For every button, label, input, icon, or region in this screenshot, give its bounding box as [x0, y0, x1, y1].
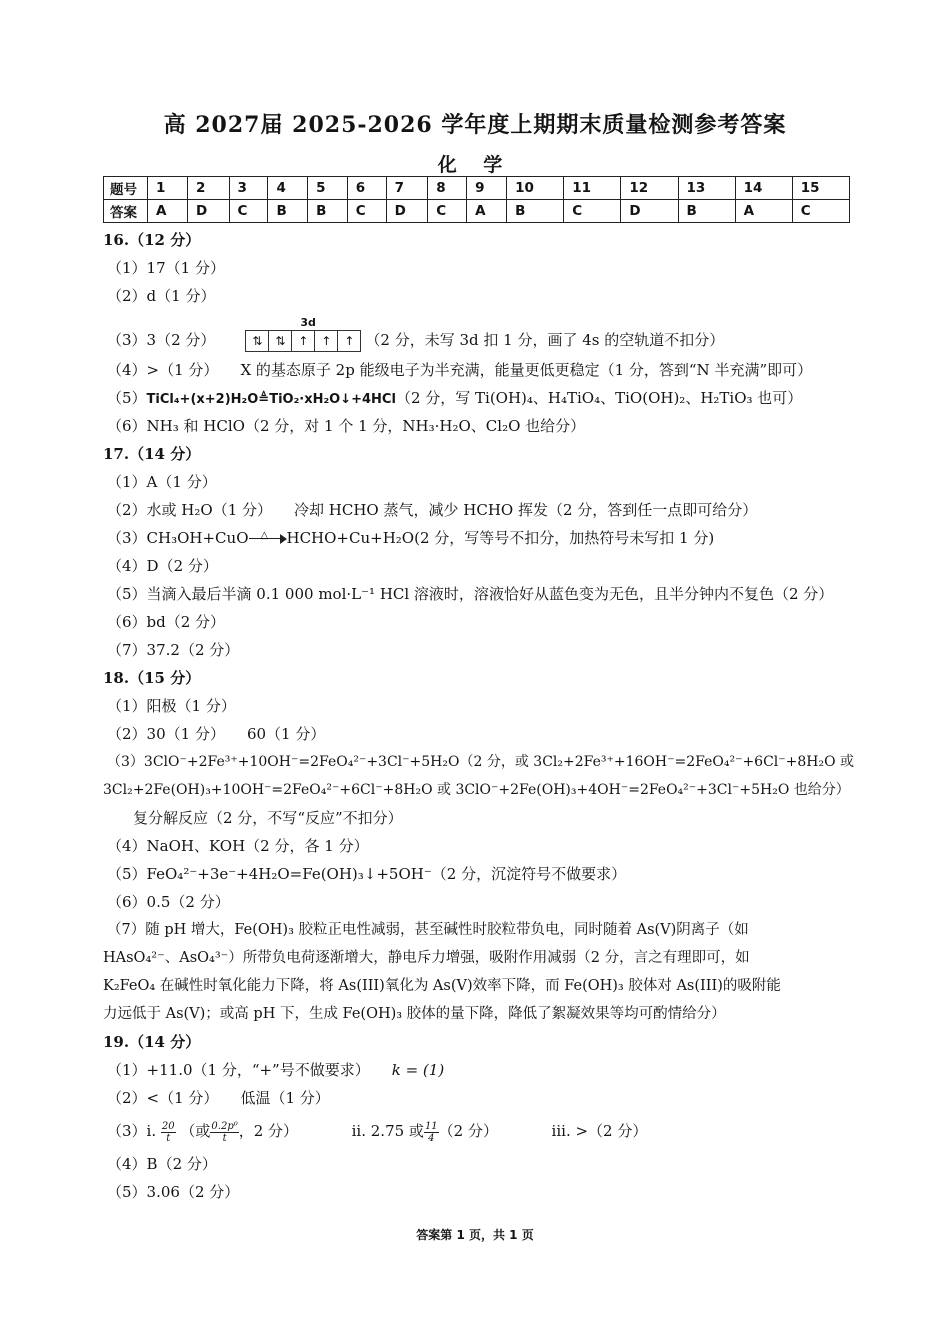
- q17-equation-left: （3）CH₃OH+CuO: [107, 529, 249, 547]
- q18-part-1: （1）阳极（1 分）: [107, 697, 236, 715]
- orbital-box: ⇅: [246, 331, 269, 351]
- q19-part-3-ii-score: （2 分）: [438, 1122, 498, 1140]
- subject-title: 化 学: [437, 154, 513, 176]
- q18-part-3-line-1: （3）3ClO⁻+2Fe³⁺+10OH⁻=2FeO₄²⁻+3Cl⁻+5H₂O（2 分，或 3Cl₂+2Fe³⁺+16OH⁻=2FeO₄²⁻+6Cl⁻+8H₂O 或: [107, 754, 855, 770]
- q17-part-7: （7）37.2（2 分）: [107, 641, 240, 659]
- q16-part-4-reason: X 的基态原子 2p 能级电子为半充满，能量更低更稳定（1 分，答到“N 半充满”即可）: [240, 361, 813, 379]
- table-cell: D: [187, 200, 229, 223]
- q18-part-6: （6）0.5（2 分）: [107, 893, 230, 911]
- orbital-box: ⇅: [269, 331, 292, 351]
- q17-part-2-reason: 冷却 HCHO 蒸气，减少 HCHO 挥发（2 分，答到任一点即可给分）: [294, 501, 758, 519]
- question-19-heading: 19.（14 分）: [103, 1033, 201, 1051]
- orbital-label: 3d: [300, 316, 316, 329]
- q18-part-2-answer-b: 60（1 分）: [246, 725, 326, 743]
- heating-symbol: △: [260, 530, 269, 541]
- table-cell: B: [507, 200, 564, 223]
- table-cell: C: [428, 200, 467, 223]
- q18-part-2-answer-a: （2）30（1 分）: [107, 725, 225, 743]
- q16-equation-left: TiCl₄+(x+2)H₂O: [146, 392, 259, 407]
- q19-part-2-answer-a: （2）<（1 分）: [107, 1089, 219, 1107]
- q17-part-4: （4）D（2 分）: [107, 557, 218, 575]
- q18-part-3-line-3: 复分解反应（2 分，不写“反应”不扣分）: [133, 809, 403, 827]
- fraction-alt: [210, 1121, 238, 1144]
- q19-part-3-i-label: （3）i.: [107, 1122, 157, 1140]
- q17-part-1: （1）A（1 分）: [107, 473, 217, 491]
- fraction-20-over-t: [161, 1121, 176, 1144]
- q17-part-3: [103, 524, 883, 552]
- q19-part-3: [103, 1112, 883, 1150]
- q16-part-3-answer: （3）3（2 分）: [107, 331, 216, 349]
- fraction-numerator: 11: [424, 1120, 438, 1132]
- q18-part-3-line-2: 3Cl₂+2Fe(OH)₃+10OH⁻=2FeO₄²⁻+6Cl⁻+8H₂O 或 3ClO⁻+2Fe(OH)₃+4OH⁻=2FeO₄²⁻+3Cl⁻+5H₂O 也给分）: [103, 782, 850, 798]
- page-title: 高 2027届 2025-2026 学年度上期期末质量检测参考答案: [163, 112, 787, 138]
- page-footer: 答案第 1 页，共 1 页: [416, 1228, 534, 1242]
- table-cell: 4: [268, 177, 308, 200]
- table-cell: 14: [735, 177, 792, 200]
- fraction-denominator: t: [222, 1132, 227, 1144]
- orbital-boxes: [245, 330, 361, 352]
- fraction-denominator: 4: [428, 1132, 435, 1144]
- q16-equation-condition: ≜: [258, 392, 270, 407]
- table-cell: 10: [507, 177, 564, 200]
- q19-part-3-ii-label: ii. 2.75 或: [351, 1122, 424, 1140]
- q18-part-5: （5）FeO₄²⁻+3e⁻+4H₂O=Fe(OH)₃↓+5OH⁻（2 分，沉淀符号不做要求）: [107, 865, 627, 883]
- q18-part-7-line-1: （7）随 pH 增大，Fe(OH)₃ 胶粒正电性减弱，甚至碱性时胶粒带负电，同时随着 As(V)阴离子（如: [107, 922, 749, 938]
- q16-part-5-label: （5）: [107, 389, 147, 407]
- q17-part-2: [103, 496, 883, 524]
- table-cell: D: [621, 200, 678, 223]
- q19-part-5: （5）3.06（2 分）: [107, 1183, 240, 1201]
- table-cell: 5: [308, 177, 348, 200]
- q16-part-5: [103, 384, 883, 412]
- table-cell: C: [229, 200, 268, 223]
- row-header: 答案: [104, 200, 148, 223]
- fraction-numerator: 0.2p⁰: [211, 1120, 238, 1132]
- q16-part-4-answer: （4）>（1 分）: [107, 361, 219, 379]
- q19-part-3-i-or: （或: [180, 1122, 211, 1140]
- reaction-arrow: [249, 530, 287, 544]
- table-cell: 1: [148, 177, 188, 200]
- question-16-heading: 16.（12 分）: [103, 231, 201, 249]
- table-cell: 15: [792, 177, 849, 200]
- q19-part-3-i-score: ，2 分）: [238, 1122, 299, 1140]
- q18-part-7-line-3: K₂FeO₄ 在碱性时氧化能力下降，将 As(III)氧化为 As(V)效率下降，而 Fe(OH)₃ 胶体对 As(III)的吸附能: [103, 978, 781, 994]
- q16-part-4: [103, 356, 883, 384]
- table-cell: 11: [564, 177, 621, 200]
- q19-part-3-iii: iii. >（2 分）: [551, 1122, 648, 1140]
- table-cell: 3: [229, 177, 268, 200]
- table-cell: C: [347, 200, 386, 223]
- q16-part-2: （2）d（1 分）: [107, 287, 216, 305]
- question-18-heading: 18.（15 分）: [103, 669, 201, 687]
- table-cell: 12: [621, 177, 678, 200]
- q17-part-2-answer: （2）水或 H₂O（1 分）: [107, 501, 273, 519]
- q18-part-4: （4）NaOH、KOH（2 分，各 1 分）: [107, 837, 369, 855]
- answer-content: [103, 226, 883, 1206]
- q19-part-4: （4）B（2 分）: [107, 1155, 217, 1173]
- q18-part-2: [103, 720, 883, 748]
- q19-part-2: [103, 1084, 883, 1112]
- q16-part-3-note: （2 分，未写 3d 扣 1 分，画了 4s 的空轨道不扣分）: [365, 331, 725, 349]
- table-cell: C: [564, 200, 621, 223]
- q16-part-6: （6）NH₃ 和 HClO（2 分，对 1 个 1 分，NH₃·H₂O、Cl₂O 也给分）: [107, 417, 586, 435]
- fraction-numerator: 20: [161, 1120, 175, 1132]
- table-cell: A: [148, 200, 188, 223]
- fraction-11-over-4: [424, 1121, 439, 1144]
- orbital-box: ↑: [292, 331, 315, 351]
- q16-equation-right: TiO₂·xH₂O↓+4HCl: [269, 392, 396, 407]
- table-cell: A: [467, 200, 507, 223]
- q17-part-6: （6）bd（2 分）: [107, 613, 226, 631]
- fraction-denominator: t: [166, 1132, 171, 1144]
- q16-part-1: （1）17（1 分）: [107, 259, 225, 277]
- table-cell: B: [268, 200, 308, 223]
- table-cell: 6: [347, 177, 386, 200]
- table-cell: C: [792, 200, 849, 223]
- table-cell: 13: [678, 177, 735, 200]
- table-cell: 7: [386, 177, 428, 200]
- q19-part-2-answer-b: 低温（1 分）: [240, 1089, 330, 1107]
- orbital-box: ↑: [344, 334, 355, 348]
- table-cell: B: [678, 200, 735, 223]
- q16-part-5-note: （2 分，写 Ti(OH)₄、H₄TiO₄、TiO(OH)₂、H₂TiO₃ 也可）: [395, 389, 803, 407]
- orbital-box: ↑: [315, 331, 338, 351]
- q19-part-1-formula: k = (1): [391, 1061, 445, 1079]
- q18-part-7-line-2: HAsO₄²⁻、AsO₄³⁻）所带负电荷逐渐增大，静电斥力增强，吸附作用减弱（2 分，言之有理即可，如: [103, 950, 750, 966]
- table-cell: 2: [187, 177, 229, 200]
- row-header: 题号: [104, 177, 148, 200]
- q17-part-5: （5）当滴入最后半滴 0.1 000 mol·L⁻¹ HCl 溶液时，溶液恰好从蓝色变为无色，且半分钟内不复色（2 分）: [107, 585, 834, 603]
- question-17-heading: 17.（14 分）: [103, 445, 201, 463]
- table-cell: 9: [467, 177, 507, 200]
- table-cell: B: [308, 200, 348, 223]
- table-cell: D: [386, 200, 428, 223]
- multiple-choice-answer-table: [103, 176, 850, 223]
- question-number-row: [104, 177, 850, 200]
- q19-part-1: [103, 1056, 883, 1084]
- q17-equation-right: HCHO+Cu+H₂O(2 分，写等号不扣分，加热符号未写扣 1 分): [286, 529, 715, 547]
- q16-part-3: [103, 310, 883, 356]
- answer-row: [104, 200, 850, 223]
- q19-part-1-answer: （1）+11.0（1 分，“+”号不做要求）: [107, 1061, 370, 1079]
- table-cell: A: [735, 200, 792, 223]
- q18-part-7-line-4: 力远低于 As(V)；或高 pH 下，生成 Fe(OH)₃ 胶体的量下降，降低了絮凝效果等均可酌情给分）: [103, 1006, 726, 1022]
- orbital-diagram: [245, 316, 361, 352]
- table-cell: 8: [428, 177, 467, 200]
